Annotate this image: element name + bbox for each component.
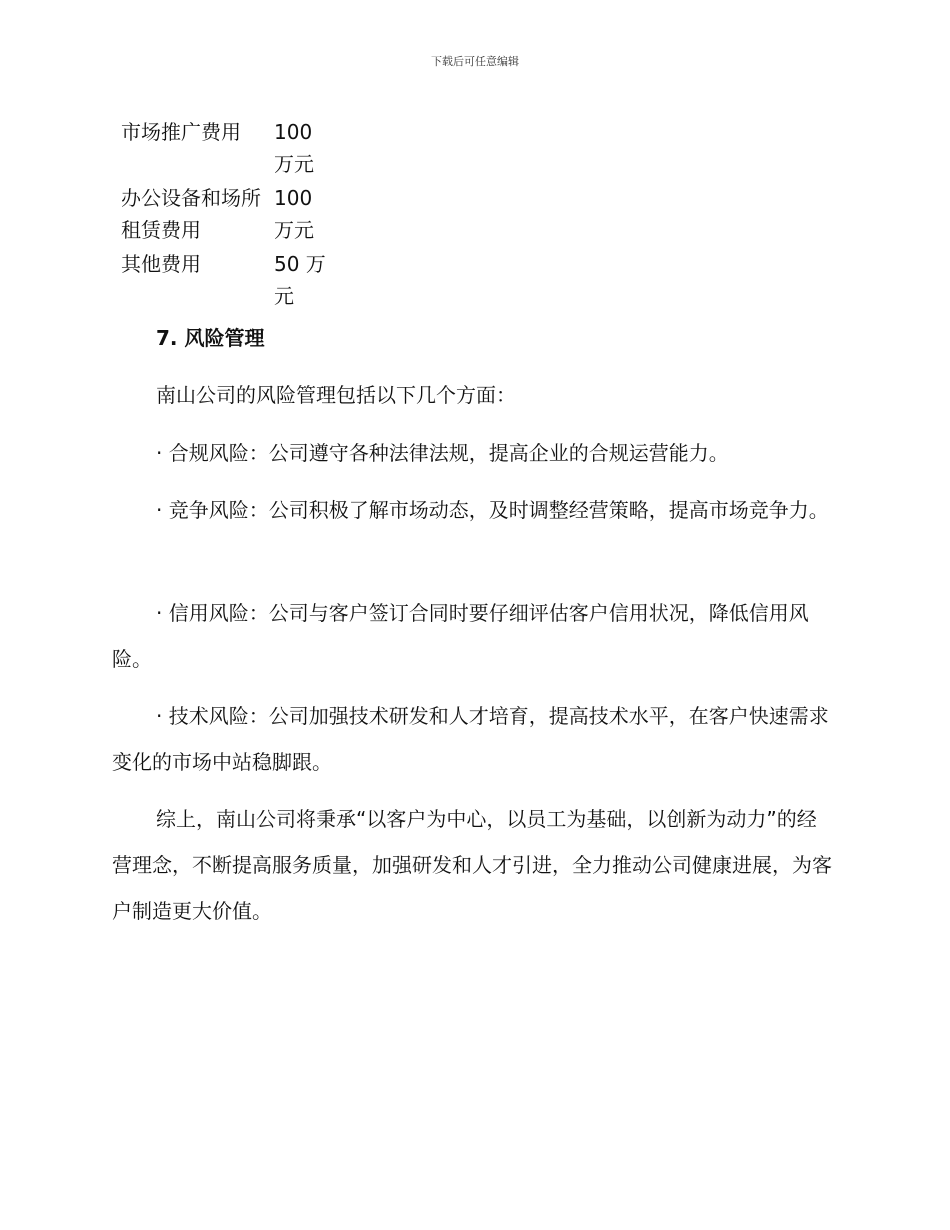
conclusion-paragraph: 综上，南山公司将秉承“以客户为中心，以员工为基础，以创新为动力”的经营理念，不断提高服务质量，加强研发和人才引进，全力推动公司健康进展，为客户制造更大价值。 [112, 807, 832, 923]
table-row [112, 180, 334, 246]
page-header: 下载后可任意编辑 [431, 55, 519, 68]
cost-amount: 100 万元 [274, 186, 314, 242]
cost-amount: 50 万元 [274, 252, 326, 308]
cost-item: 市场推广费用 [121, 120, 241, 144]
competition-risk-paragraph: · 竞争风险：公司积极了解市场动态，及时调整经营策略，提高市场竞争力。 [156, 498, 829, 522]
cost-item: 其他费用 [121, 252, 201, 276]
table-row [112, 116, 334, 180]
cost-amount: 100 万元 [274, 120, 314, 176]
compliance-risk-paragraph: · 合规风险：公司遵守各种法律法规，提高企业的合规运营能力。 [156, 441, 729, 465]
cost-table [112, 116, 334, 312]
section-title: 7. 风险管理 [156, 326, 265, 350]
table-row [112, 246, 334, 312]
technology-risk-paragraph: · 技术风险：公司加强技术研发和人才培育，提高技术水平，在客户快速需求变化的市场中站稳脚跟。 [112, 704, 829, 774]
intro-paragraph: 南山公司的风险管理包括以下几个方面： [156, 383, 516, 407]
cost-item: 办公设备和场所租赁费用 [121, 186, 261, 242]
credit-risk-paragraph: · 信用风险：公司与客户签订合同时要仔细评估客户信用状况，降低信用风险。 [112, 601, 809, 671]
